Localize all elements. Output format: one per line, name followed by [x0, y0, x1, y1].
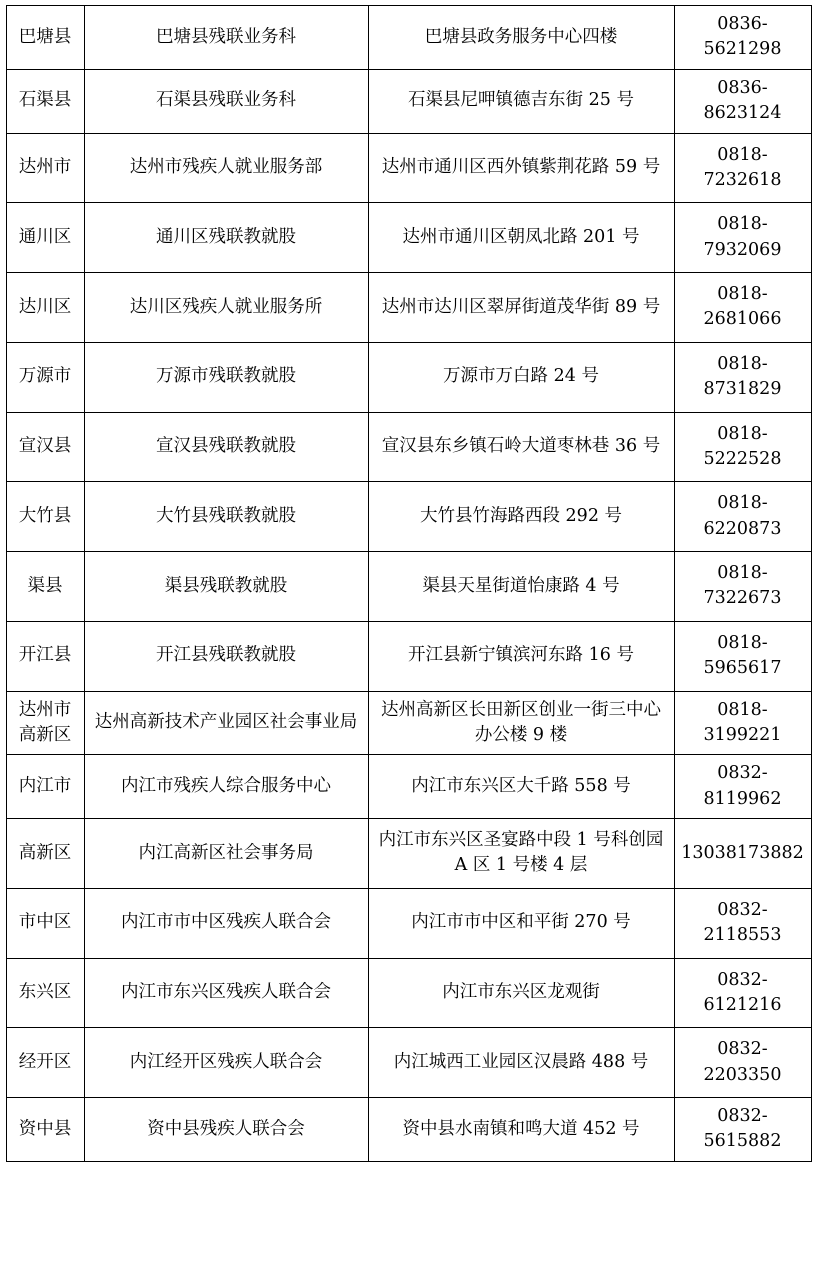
cell-address: 达州市通川区朝凤北路 201 号 [368, 203, 674, 273]
cell-address: 内江城西工业园区汉晨路 488 号 [368, 1028, 674, 1098]
cell-region: 高新区 [6, 819, 84, 889]
cell-region: 经开区 [6, 1028, 84, 1098]
cell-phone: 0836-8623124 [674, 69, 811, 133]
table-row [6, 482, 811, 552]
table-body [6, 6, 811, 1162]
cell-region: 资中县 [6, 1098, 84, 1162]
table-row [6, 1098, 811, 1162]
table-row [6, 412, 811, 482]
cell-department: 内江经开区残疾人联合会 [84, 1028, 368, 1098]
cell-region: 东兴区 [6, 958, 84, 1028]
table-row [6, 203, 811, 273]
cell-phone: 0832-2203350 [674, 1028, 811, 1098]
table-row [6, 888, 811, 958]
cell-region: 达州市高新区 [6, 691, 84, 755]
cell-phone: 0832-6121216 [674, 958, 811, 1028]
cell-department: 内江市残疾人综合服务中心 [84, 755, 368, 819]
cell-phone: 0818-3199221 [674, 691, 811, 755]
cell-region: 万源市 [6, 342, 84, 412]
cell-phone: 0836-5621298 [674, 6, 811, 70]
cell-address: 内江市东兴区龙观街 [368, 958, 674, 1028]
cell-address: 达州市通川区西外镇紫荆花路 59 号 [368, 133, 674, 203]
cell-address: 巴塘县政务服务中心四楼 [368, 6, 674, 70]
cell-address: 内江市东兴区圣宴路中段 1 号科创园 A 区 1 号楼 4 层 [368, 819, 674, 889]
cell-department: 巴塘县残联业务科 [84, 6, 368, 70]
cell-department: 宣汉县残联教就股 [84, 412, 368, 482]
cell-department: 开江县残联教就股 [84, 621, 368, 691]
cell-region: 通川区 [6, 203, 84, 273]
table-row [6, 342, 811, 412]
cell-region: 开江县 [6, 621, 84, 691]
cell-region: 宣汉县 [6, 412, 84, 482]
cell-department: 内江市市中区残疾人联合会 [84, 888, 368, 958]
cell-address: 石渠县尼呷镇德吉东街 25 号 [368, 69, 674, 133]
cell-region: 市中区 [6, 888, 84, 958]
cell-department: 达州市残疾人就业服务部 [84, 133, 368, 203]
cell-phone: 0832-2118553 [674, 888, 811, 958]
cell-address: 开江县新宁镇滨河东路 16 号 [368, 621, 674, 691]
cell-address: 内江市市中区和平街 270 号 [368, 888, 674, 958]
cell-department: 渠县残联教就股 [84, 552, 368, 622]
table-row [6, 621, 811, 691]
cell-phone: 13038173882 [674, 819, 811, 889]
cell-region: 达川区 [6, 273, 84, 343]
cell-phone: 0832-5615882 [674, 1098, 811, 1162]
cell-phone: 0818-5965617 [674, 621, 811, 691]
cell-phone: 0818-7232618 [674, 133, 811, 203]
table-row [6, 133, 811, 203]
cell-department: 万源市残联教就股 [84, 342, 368, 412]
cell-department: 内江市东兴区残疾人联合会 [84, 958, 368, 1028]
cell-phone: 0818-8731829 [674, 342, 811, 412]
table-row [6, 273, 811, 343]
cell-phone: 0818-2681066 [674, 273, 811, 343]
cell-region: 巴塘县 [6, 6, 84, 70]
cell-region: 达州市 [6, 133, 84, 203]
cell-address: 万源市万白路 24 号 [368, 342, 674, 412]
cell-address: 达州市达川区翠屏街道茂华街 89 号 [368, 273, 674, 343]
cell-department: 达州高新技术产业园区社会事业局 [84, 691, 368, 755]
table-row [6, 819, 811, 889]
cell-department: 通川区残联教就股 [84, 203, 368, 273]
table-row [6, 552, 811, 622]
cell-address: 资中县水南镇和鸣大道 452 号 [368, 1098, 674, 1162]
cell-department: 达川区残疾人就业服务所 [84, 273, 368, 343]
table-row [6, 755, 811, 819]
cell-department: 大竹县残联教就股 [84, 482, 368, 552]
table-row [6, 691, 811, 755]
cell-address: 达州高新区长田新区创业一街三中心办公楼 9 楼 [368, 691, 674, 755]
cell-department: 内江高新区社会事务局 [84, 819, 368, 889]
cell-phone: 0832-8119962 [674, 755, 811, 819]
table-row [6, 6, 811, 70]
cell-department: 资中县残疾人联合会 [84, 1098, 368, 1162]
cell-address: 大竹县竹海路西段 292 号 [368, 482, 674, 552]
table-row [6, 1028, 811, 1098]
cell-phone: 0818-7932069 [674, 203, 811, 273]
cell-phone: 0818-6220873 [674, 482, 811, 552]
contact-table [6, 5, 812, 1162]
table-row [6, 69, 811, 133]
table-row [6, 958, 811, 1028]
cell-region: 石渠县 [6, 69, 84, 133]
cell-phone: 0818-7322673 [674, 552, 811, 622]
cell-department: 石渠县残联业务科 [84, 69, 368, 133]
cell-address: 渠县天星街道怡康路 4 号 [368, 552, 674, 622]
cell-phone: 0818-5222528 [674, 412, 811, 482]
cell-address: 宣汉县东乡镇石岭大道枣林巷 36 号 [368, 412, 674, 482]
cell-region: 大竹县 [6, 482, 84, 552]
cell-region: 内江市 [6, 755, 84, 819]
cell-address: 内江市东兴区大千路 558 号 [368, 755, 674, 819]
cell-region: 渠县 [6, 552, 84, 622]
